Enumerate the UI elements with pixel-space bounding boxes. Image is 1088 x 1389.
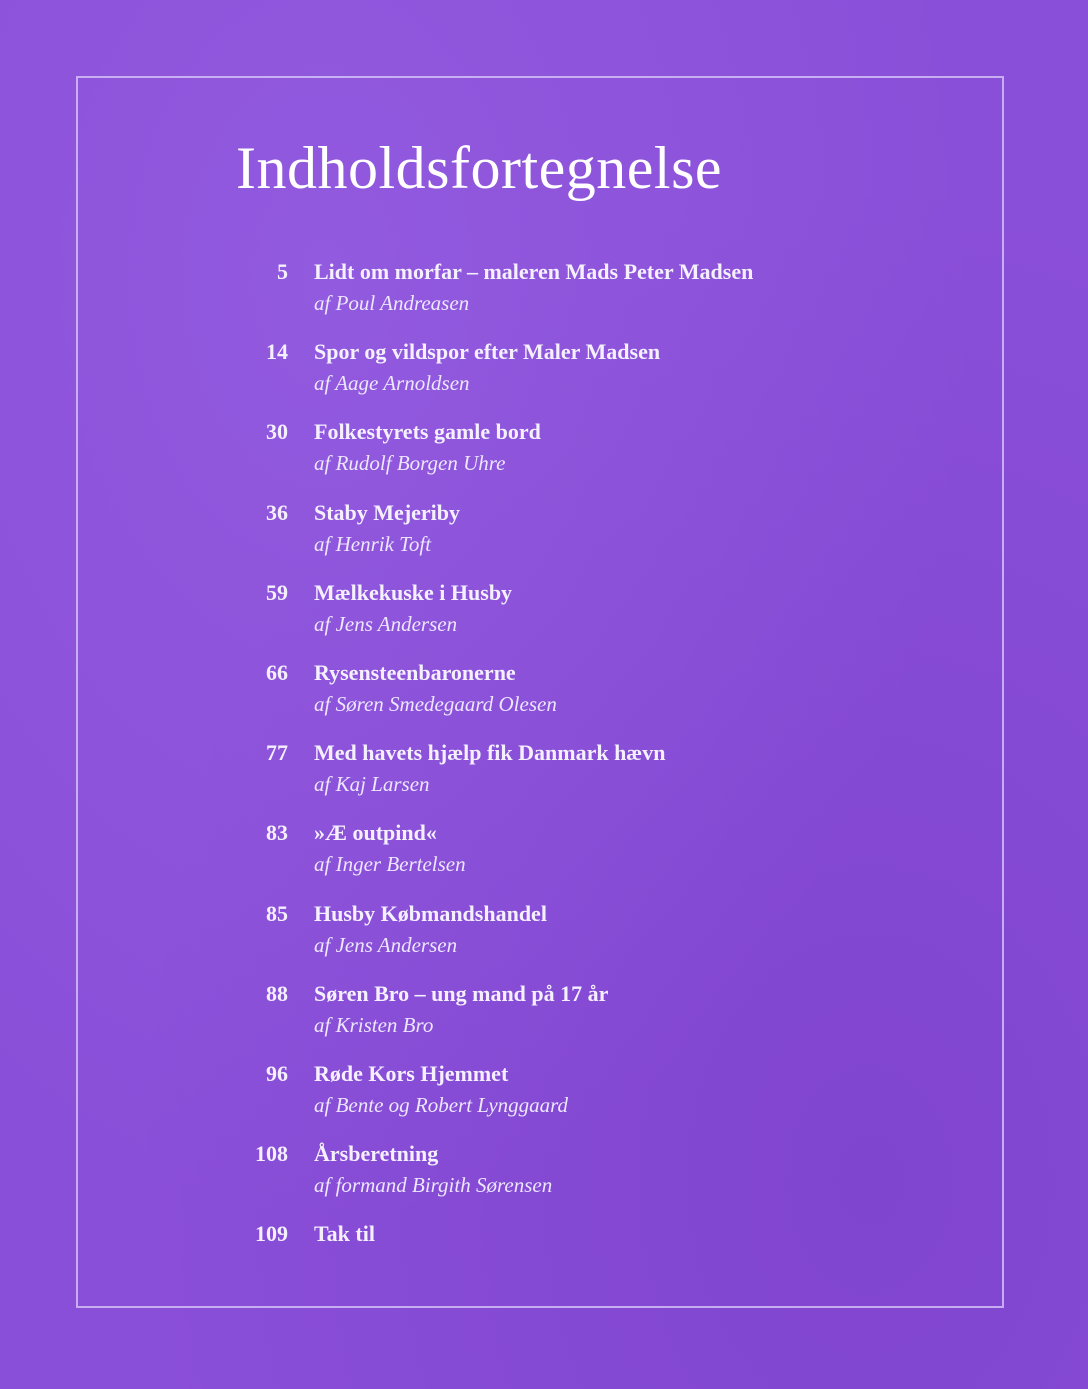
toc-entry-title: Spor og vildspor efter Maler Madsen	[314, 339, 661, 365]
toc-entry	[240, 1218, 960, 1298]
toc-entry	[240, 497, 960, 577]
toc-page-number: 5	[277, 259, 288, 284]
toc-page-number: 36	[266, 499, 288, 525]
toc-entry-author: af Poul Andreasen	[314, 291, 470, 315]
table-of-contents	[240, 256, 960, 1298]
toc-entry-title: Rysensteenbaronerne	[314, 659, 516, 685]
toc-entry	[240, 577, 960, 657]
toc-page-number: 66	[266, 659, 288, 685]
toc-page-number: 109	[255, 1221, 288, 1247]
toc-entry-author: af Inger Bertelsen	[314, 852, 466, 877]
toc-entry-title: Husby Købmandshandel	[314, 900, 547, 926]
toc-page-number: 59	[266, 579, 288, 605]
toc-page-number: 108	[255, 1141, 288, 1167]
toc-entry-title: Årsberetning	[314, 1141, 439, 1167]
toc-entry-author: af Kristen Bro	[314, 1012, 434, 1037]
toc-entry-author: af Jens Andersen	[314, 932, 458, 957]
toc-entry-title: Søren Bro – ung mand på 17 år	[314, 980, 609, 1006]
toc-entry-author: af Bente og Robert Lynggaard	[314, 1092, 569, 1117]
toc-page-number: 77	[266, 740, 288, 766]
toc-entry	[240, 817, 960, 897]
page-title: Indholdsfortegnelse	[236, 135, 723, 201]
toc-page-number: 83	[266, 820, 288, 846]
toc-entry-author: af Søren Smedegaard Olesen	[314, 691, 557, 716]
toc-entry-title: Staby Mejeriby	[314, 499, 461, 525]
toc-page-number: 85	[266, 900, 288, 926]
toc-entry	[240, 256, 960, 336]
toc-entry-title: Lidt om morfar – maleren Mads Peter Madsen	[314, 259, 754, 284]
toc-entry-author: af Jens Andersen	[314, 611, 458, 636]
toc-entry-author: af Aage Arnoldsen	[314, 371, 470, 396]
toc-entry	[240, 416, 960, 496]
toc-entry-title: Mælkekuske i Husby	[314, 579, 513, 605]
toc-entry-title: »Æ outpind«	[314, 820, 437, 846]
toc-entry-title: Med havets hjælp fik Danmark hævn	[314, 740, 666, 766]
toc-entry-author: af Henrik Toft	[314, 531, 432, 556]
toc-entry-title: Folkestyrets gamle bord	[314, 419, 541, 445]
toc-entry	[240, 1058, 960, 1138]
toc-entry-author: af Rudolf Borgen Uhre	[314, 451, 506, 476]
toc-entry	[240, 898, 960, 978]
toc-page-number: 88	[266, 980, 288, 1006]
toc-page-number: 14	[266, 339, 288, 365]
toc-entry-title: Tak til	[314, 1221, 375, 1247]
toc-entry-author: af Kaj Larsen	[314, 772, 430, 797]
toc-entry	[240, 657, 960, 737]
toc-entry-author: af formand Birgith Sørensen	[314, 1173, 553, 1198]
toc-entry-title: Røde Kors Hjemmet	[314, 1060, 509, 1086]
toc-entry	[240, 1138, 960, 1218]
toc-entry	[240, 737, 960, 817]
toc-entry	[240, 978, 960, 1058]
toc-page-number: 30	[266, 419, 288, 445]
toc-entry	[240, 336, 960, 416]
toc-page-number: 96	[266, 1060, 288, 1086]
